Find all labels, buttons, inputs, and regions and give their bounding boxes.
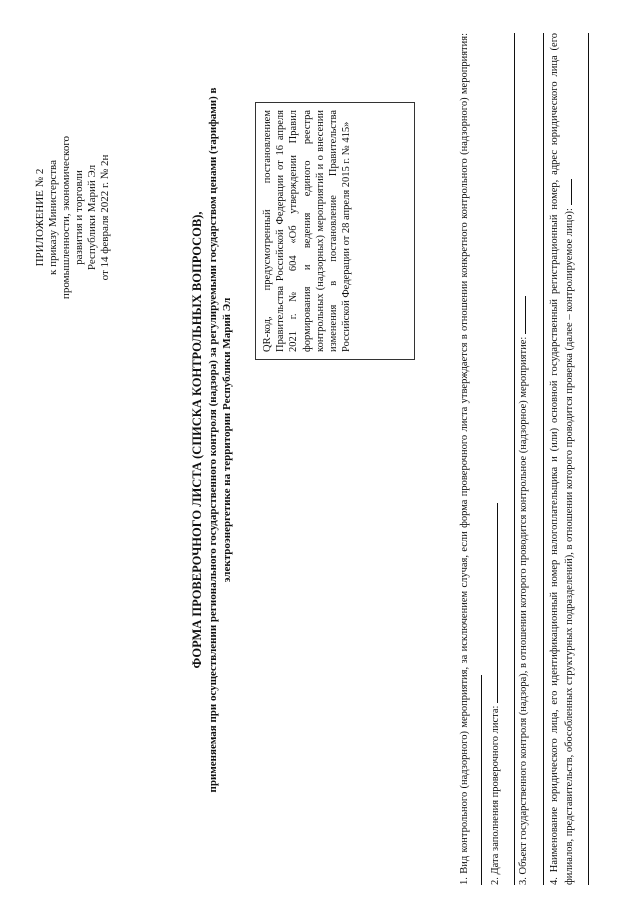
item-4 [548,33,577,885]
appendix-line: Республики Марий Эл [86,164,98,271]
appendix-line: от 14 февраля 2022 г. № 2н [99,154,111,281]
item-1-fill-line[interactable] [471,675,482,885]
item-3 [515,33,530,885]
item-4-fill-line[interactable] [561,179,572,205]
item-3-fill-line[interactable] [515,296,526,334]
appendix-header [34,95,112,340]
item-3-extra-line[interactable] [531,33,544,885]
item-2-text: 2. Дата заполнения проверочного листа: [489,705,501,885]
appendix-line: ПРИЛОЖЕНИЕ № 2 [34,168,46,267]
form-items [458,33,589,885]
item-2 [487,33,502,885]
appendix-line: развития и торговли [73,170,85,265]
document-title [190,70,234,810]
qr-box-text: QR-код, предусмотренный постановлением Правительства Российской Федерации от 16 апреля 2021 г. № 604 «Об утверждении Правил формирования и ведения единого реестра контрольных (надзорных) мероприятий и о внесении изменения в постановление Правительства Российской Федерации от 28 апреля 2015 г. № 415» [262,110,353,352]
item-4-text: 4. Наименование юридического лица, его идентификационный номер налогоплательщика и (или) основной государственный регистрационный номер, адрес юридического лица (его филиалов, представительств, обособленных структурных подразделений), в отношении которого проводится проверка (далее – контролируемое лицо): [548,33,576,885]
item-1 [458,33,487,885]
item-2-fill-line[interactable] [487,503,498,703]
appendix-line: к приказу Министерства [47,160,59,275]
item-3-text: 3. Объект государственного контроля (надзора), в отношении которого проводится контрольное (надзорное) мероприятие: [518,336,530,885]
title-main: ФОРМА ПРОВЕРОЧНОГО ЛИСТА (СПИСКА КОНТРОЛЬНЫХ ВОПРОСОВ), [190,211,204,669]
item-2-extra-line[interactable] [502,33,515,885]
appendix-line: промышленности, экономического [60,135,72,300]
item-1-text: 1. Вид контрольного (надзорного) мероприятия, за исключением случая, если форма проверочного листа утверждается в отношении конкретного контрольного (надзорного) мероприятия: [459,33,470,885]
title-sub: применяемая при осуществлении регионального государственного контроля (надзора) за регулируемыми государством ценами (тарифами) в электроэнергетике на территории Республики Марий Эл [207,87,233,793]
qr-code-box [255,102,415,360]
item-4-extra-line[interactable] [576,33,589,885]
